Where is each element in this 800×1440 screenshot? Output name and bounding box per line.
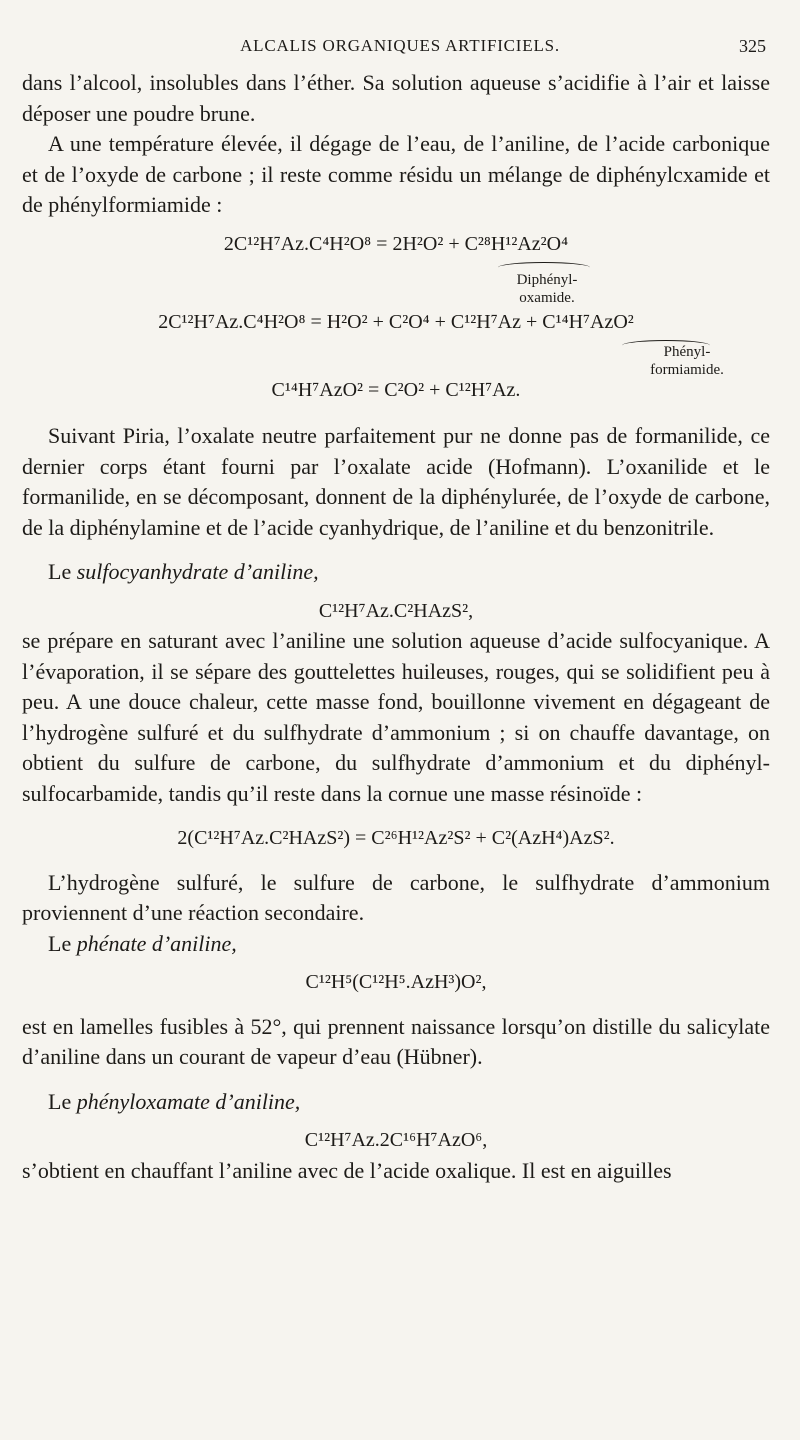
paragraph-7-term: phénate d’aniline, [76, 930, 237, 956]
paragraph-9-prefix: Le [48, 1088, 77, 1114]
paragraph-4-prefix: Le [48, 559, 77, 584]
formula-9: C¹²H⁷Az.2C¹⁶H⁷AzO⁶, [304, 1129, 488, 1151]
equation-2-note: Phényl- formiamide. [650, 343, 724, 378]
paragraph-4-term: sulfocyanhydrate d’aniline, [76, 559, 319, 584]
equation-4: 2(C¹²H⁷Az.C²HAzS²) = C²⁶H¹²Az²S² + C²(AzH⁴)AzS². [177, 827, 615, 849]
equation-1: 2C¹²H⁷Az.C⁴H²O⁸ = 2H²O² + C²⁸H¹²Az²O⁴ [223, 232, 569, 255]
paragraph-2: A une température élevée, il dégage de l’eau, de l’aniline, de l’acide carbonique et de l’oxyde de carbone ; il reste comme résidu un mélange de diphénylcxamide et de phénylformiamide : [22, 131, 770, 217]
equation-2: 2C¹²H⁷Az.C⁴H²O⁸ = H²O² + C²O⁴ + C¹²H⁷Az + C¹⁴H⁷AzO² [158, 310, 634, 333]
paragraph-7-prefix: Le [48, 930, 77, 956]
body-text [22, 68, 770, 1186]
paragraph-8: est en lamelles fusibles à 52°, qui prennent naissance lorsqu’on distille du salicylate d’aniline dans un courant de vapeur d’eau (Hübner). [22, 1013, 770, 1069]
running-title: ALCALIS ORGANIQUES ARTIFICIELS. [240, 36, 560, 55]
paragraph-9 [22, 1087, 770, 1118]
page-header [0, 36, 800, 66]
equation-2-block [22, 307, 770, 378]
paragraph-3: Suivant Piria, l’oxalate neutre parfaitement pur ne donne pas de formanilide, ce dernier corps étant fourni par l’oxalate acide (Hofmann). L’oxanilide et le formanilide, en se décomposant, donnent de la diphénylurée, de l’oxyde de carbone, de la diphénylamine et de l’acide cyanhydrique, de l’aniline et du benzonitrile. [22, 423, 770, 540]
formula-4: C¹²H⁷Az.C²HAzS², [318, 599, 474, 622]
equation-3: C¹⁴H⁷AzO² = C²O² + C¹²H⁷Az. [271, 378, 521, 401]
paragraph-4 [22, 557, 770, 588]
page-number: 325 [739, 36, 766, 56]
equation-1-block [22, 229, 770, 307]
paragraph-9-term: phényloxamate d’aniline, [76, 1088, 301, 1114]
paragraph-10: s’obtient en chauffant l’aniline avec de l’acide oxalique. Il est en aiguilles [22, 1157, 672, 1183]
formula-7: C¹²H⁵(C¹²H⁵.AzH³)O², [305, 971, 487, 993]
paragraph-5: se prépare en saturant avec l’aniline une solution aqueuse d’acide sulfocyanique. A l’évaporation, il se sépare des gouttelettes huileuses, rouges, qui se solidifient peu à peu. A une douce chaleur, cette masse fond, bouillonne vivement en dégageant de l’hydrogène sulfuré et du sulfhydrate d’ammonium ; si on chauffe davantage, on obtient du sulfure de carbone, du sulfhydrate d’ammonium et du diphényl-sulfocarbamide, tandis qu’il reste dans la cornue une masse résinoïde : [22, 628, 770, 806]
paragraph-7 [22, 929, 770, 960]
paragraph-6: L’hydrogène sulfuré, le sulfure de carbone, le sulfhydrate d’ammonium proviennent d’une réaction secondaire. [22, 869, 770, 925]
equation-1-note: Diphényl- oxamide. [516, 271, 578, 306]
paragraph-1: dans l’alcool, insolubles dans l’éther. Sa solution aqueuse s’acidifie à l’air et laisse déposer une poudre brune. [22, 70, 770, 126]
